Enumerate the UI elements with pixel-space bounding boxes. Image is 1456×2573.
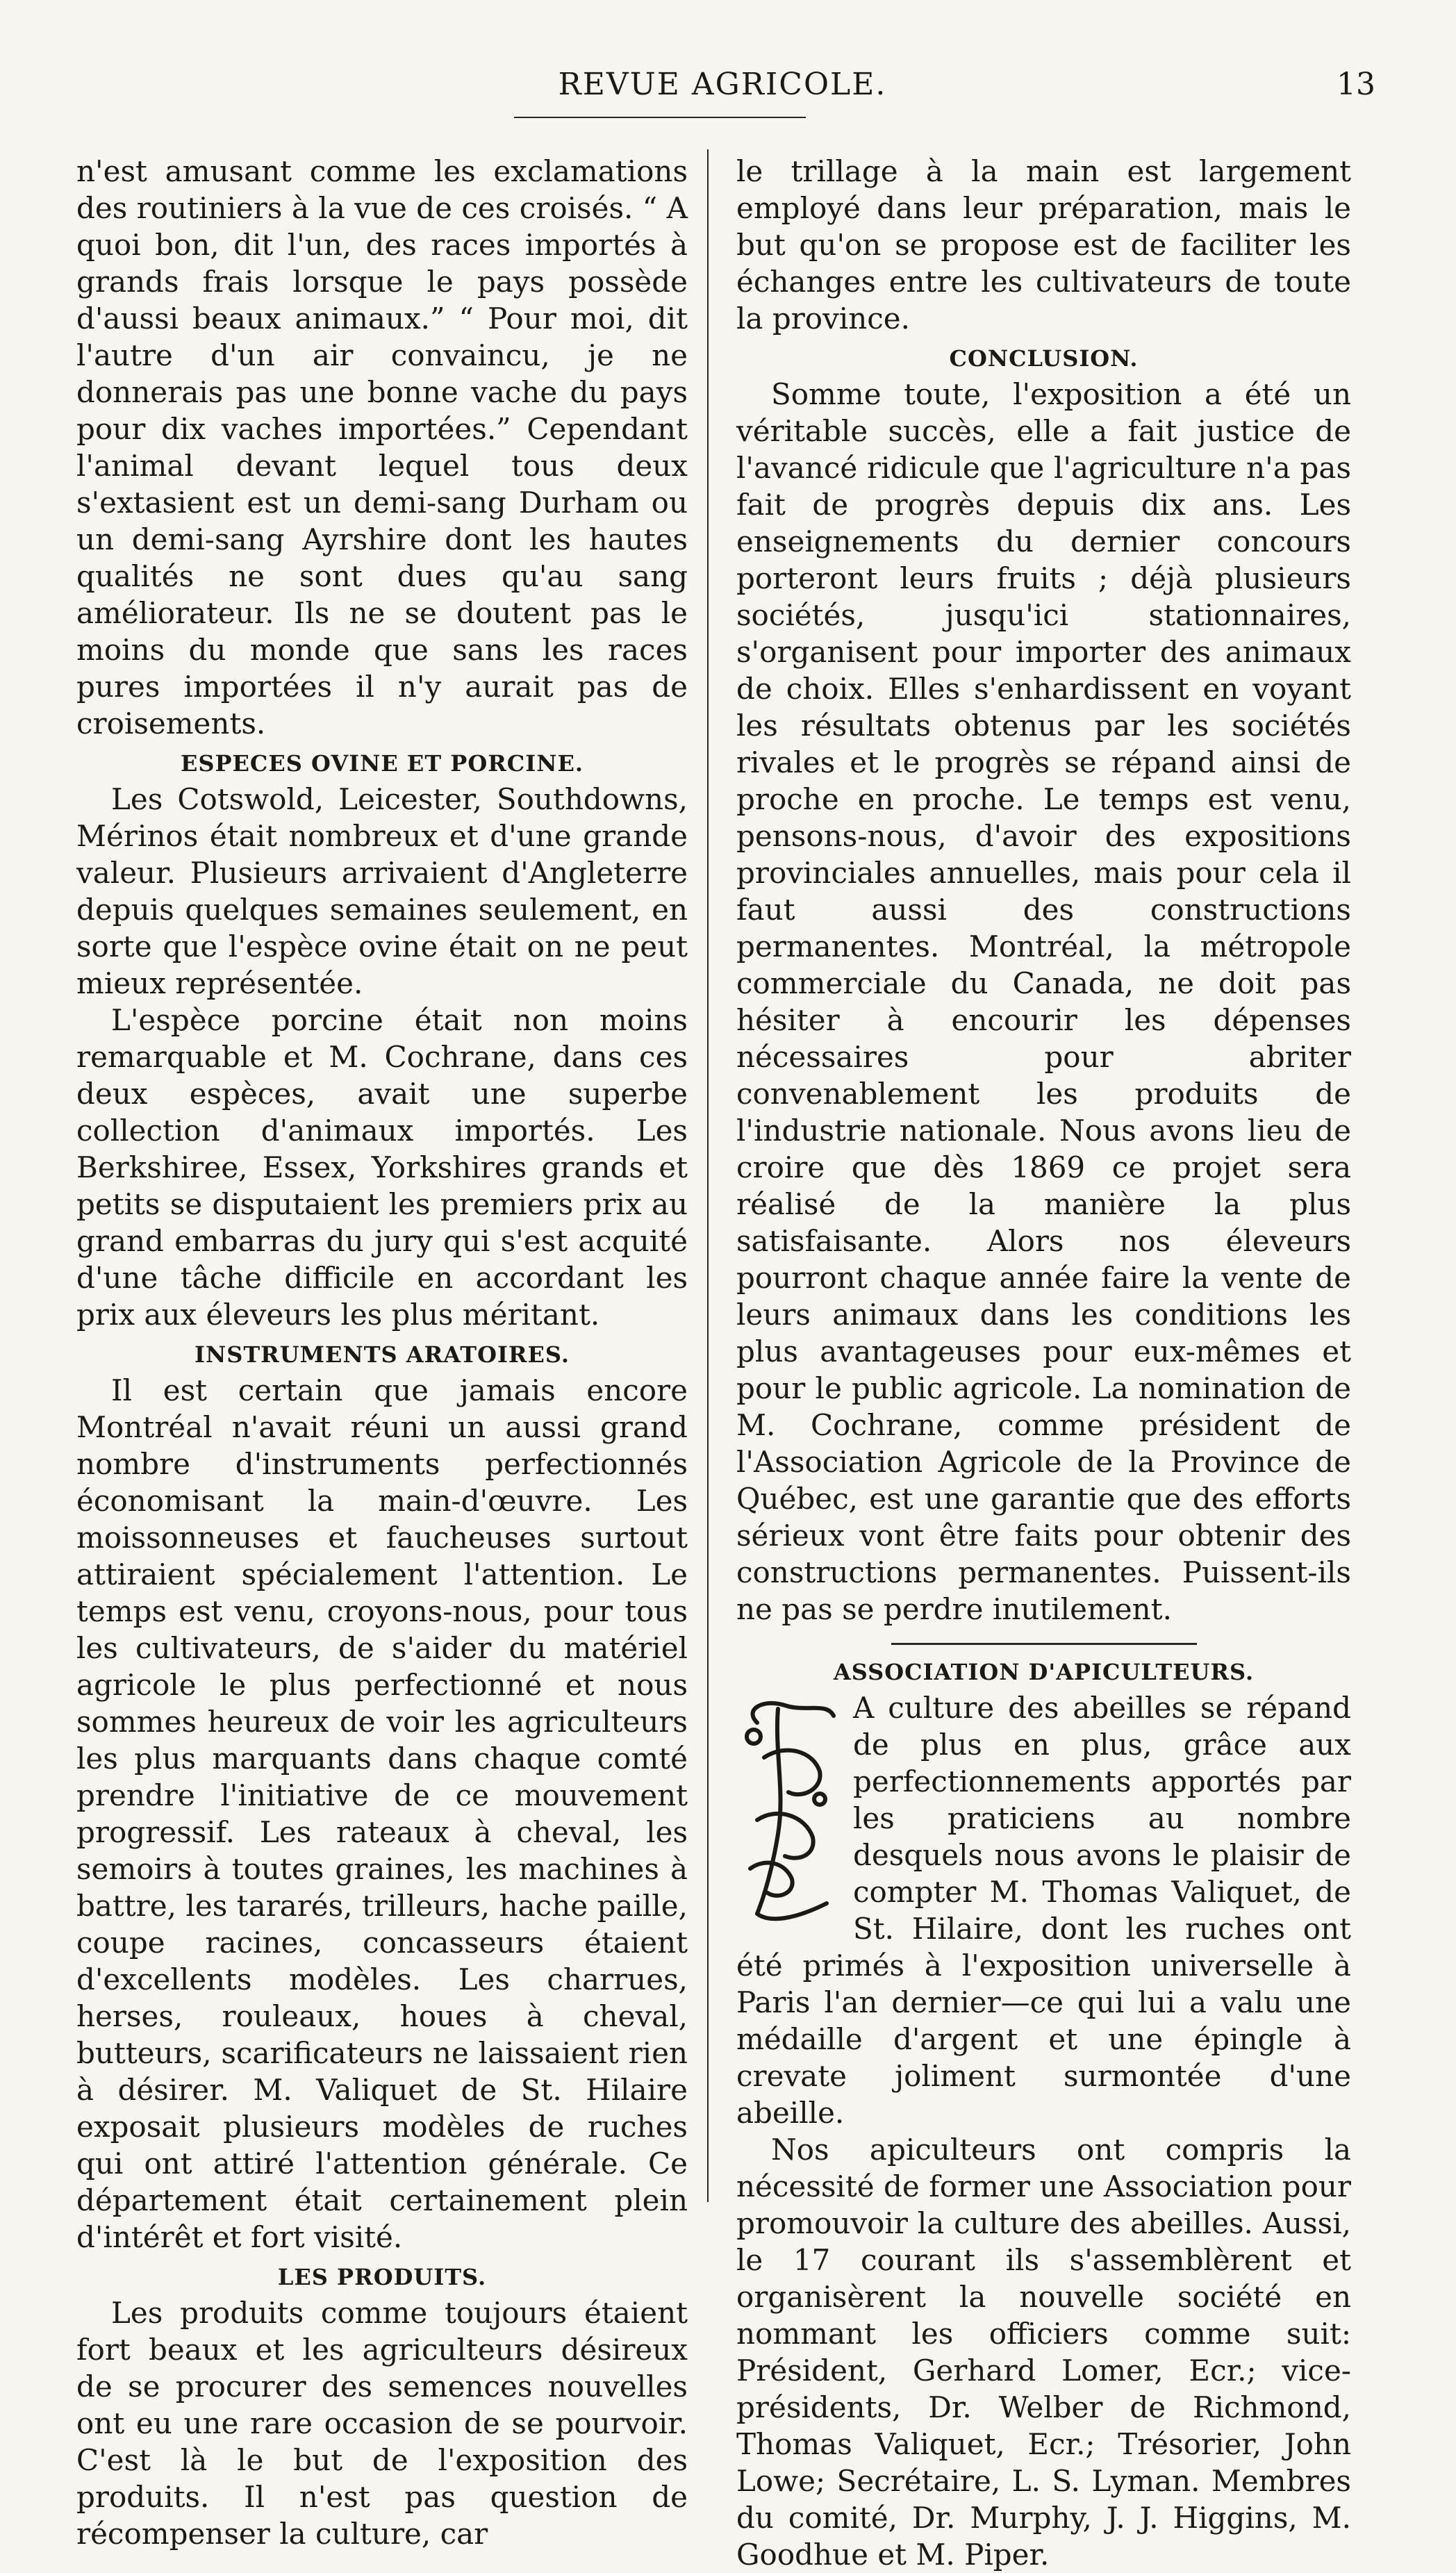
heading-association-apiculteurs: ASSOCIATION D'APICULTEURS. <box>833 1659 1255 1685</box>
apiculteurs-block <box>736 1689 1351 2131</box>
paragraph-apiculteurs: A culture des abeilles se répand de plus en plus, grâce aux perfectionnements apportés par les praticiens au nombre desquels nous avons le plaisir de compter M. Thomas Valiquet, de St. Hilaire, dont les ruches ont été primés à l'exposition universelle à Paris l'an dernier—ce qui lui a valu une médaille d'argent et une épingle à crevate joliment surmontée d'une abeille. <box>736 1691 1351 2130</box>
heading-les-produits: LES PRODUITS. <box>277 2264 487 2290</box>
page-header <box>69 67 1375 129</box>
page-number: 13 <box>1337 67 1375 102</box>
paragraph-produits: Les produits comme toujours étaient fort beaux et les agriculteurs désireux de se procurer des semences nouvelles ont eu une rare occasion de se pourvoir. C'est là le but de l'exposition des produits. Il n'est pas question de récompenser la culture, car <box>76 2296 688 2551</box>
heading-conclusion: CONCLUSION. <box>949 345 1139 372</box>
ornamental-letter-L-icon <box>736 1695 841 1931</box>
right-column <box>736 153 1351 2573</box>
header-rule <box>514 117 806 118</box>
heading-instruments-aratoires: INSTRUMENTS ARATOIRES. <box>194 1341 570 1368</box>
paragraph-trillage: le trillage à la main est largement employé dans leur préparation, mais le but qu'on se propose est de faciliter les échanges entre les cultivateurs de toute la province. <box>736 154 1351 336</box>
paragraph-instruments: Il est certain que jamais encore Montréal n'avait réuni un aussi grand nombre d'instruments perfectionnés économisant la main-d'œuvre. Les moissonneuses et faucheuses surtout attiraient spécialement l'attention. Le temps est venu, croyons-nous, pour tous les cultivateurs, de s'aider du matériel agricole le plus perfectionné et nous sommes heureux de voir les agriculteurs les plus marquants dans chaque comté prendre l'initiative de ce mouvement progressif. Les rateaux à cheval, les semoirs à toutes graines, les machines à battre, les tararés, trilleurs, hache paille, coupe racines, concasseurs étaient d'excellents modèles. Les charrues, herses, rouleaux, houes à cheval, butteurs, scarificateurs ne laissaient rien à désirer. M. Valiquet de St. Hilaire exposait plusieurs modèles de ruches qui ont attiré l'attention générale. Ce département était certainement plein d'intérêt et fort visité. <box>76 1373 688 2254</box>
heading-especes-ovine-porcine: ESPECES OVINE ET PORCINE. <box>180 750 584 777</box>
paragraph-conclusion: Somme toute, l'exposition a été un véritable succès, elle a fait justice de l'avancé ridicule que l'agriculture n'a pas fait de progrès depuis dix ans. Les enseignements du dernier concours porteront leurs fruits ; déjà plusieurs sociétés, jusqu'ici stationnaires, s'organisent pour importer des animaux de choix. Elles s'enhardissent en voyant les résultats obtenus par les sociétés rivales et le progrès se répand ainsi de proche en proche. Le temps est venu, pensons-nous, d'avoir des expositions provinciales annuelles, mais pour cela il faut aussi des constructions permanentes. Montréal, la métropole commerciale du Canada, ne doit pas hésiter à encourir les dépenses nécessaires pour abriter convenablement les produits de l'industrie nationale. Nous avons lieu de croire que dès 1869 ce projet sera réalisé de la manière la plus satisfaisante. Alors nos éleveurs pourront chaque année faire la vente de leurs animaux dans les conditions les plus avantageuses pour eux-mêmes et pour le public agricole. La nomination de M. Cochrane, comme président de l'Association Agricole de la Province de Québec, est une garantie que des efforts sérieux vont être faits pour obtenir des constructions permanentes. Puissent-ils ne pas se perdre inutilement. <box>736 377 1351 1626</box>
section-rule <box>891 1643 1197 1645</box>
paragraph-officiers: Nos apiculteurs ont compris la nécessité de former une Association pour promouvoir la culture des abeilles. Aussi, le 17 courant ils s'assemblèrent et organisèrent la nouvelle société en nommant les officiers comme suit: Président, Gerhard Lomer, Ecr.; vice-présidents, Dr. Welber de Richmond, Thomas Valiquet, Ecr.; Trésorier, John Lowe; Secrétaire, L. S. Lyman. Membres du comité, Dr. Murphy, J. J. Higgins, M. Goodhue et M. Piper. <box>736 2133 1351 2572</box>
left-column <box>76 153 688 2552</box>
column-divider <box>707 149 709 2202</box>
paragraph-porcine: L'espèce porcine était non moins remarquable et M. Cochrane, dans ces deux espèces, avait une superbe collection d'animaux importés. Les Berkshiree, Essex, Yorkshires grands et petits se disputaient les premiers prix au grand embarras du jury qui s'est acquité d'une tâche difficile en accordant les prix aux éleveurs les plus méritant. <box>76 1003 688 1332</box>
paragraph-croisements: n'est amusant comme les exclamations des routiniers à la vue de ces croisés. “ A quoi bon, dit l'un, des races importés à grands frais lorsque le pays possède d'aussi beaux animaux.” “ Pour moi, dit l'autre d'un air convaincu, je ne donnerais pas une bonne vache du pays pour dix vaches importées.” Cependant l'animal devant lequel tous deux s'extasient est un demi-sang Durham ou un demi-sang Ayrshire dont les hautes qualités ne sont dues qu'au sang améliorateur. Ils ne se doutent pas le moins du monde que sans les races pures importées il n'y aurait pas de croisements. <box>76 154 688 741</box>
running-title: REVUE AGRICOLE. <box>558 67 887 102</box>
paragraph-ovine: Les Cotswold, Leicester, Southdowns, Mérinos était nombreux et d'une grande valeur. Plusieurs arrivaient d'Angleterre depuis quelques semaines seulement, en sorte que l'espèce ovine était on ne peut mieux représentée. <box>76 782 688 1000</box>
